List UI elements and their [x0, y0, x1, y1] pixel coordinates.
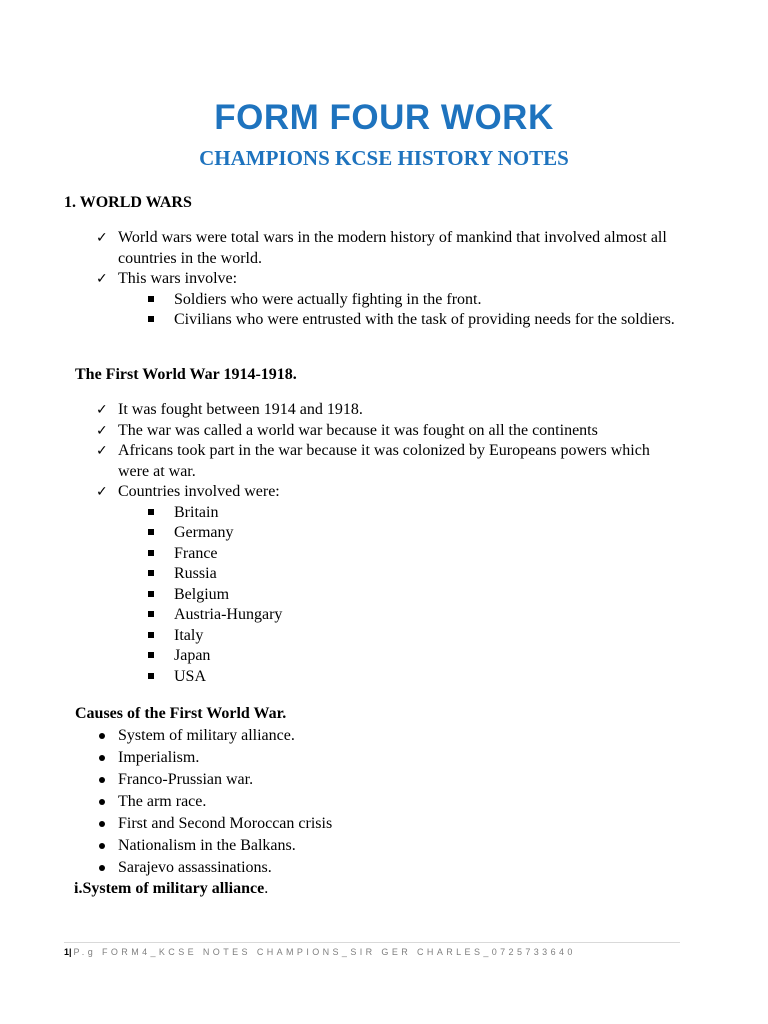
country-item — [144, 626, 676, 647]
checkmark-icon: ✓ — [96, 271, 108, 287]
square-bullet-icon — [148, 509, 154, 515]
cause-text: First and Second Moroccan crisis — [118, 815, 333, 832]
cause-text: Sarajevo assassinations. — [118, 859, 272, 876]
square-bullet-icon — [148, 529, 154, 535]
square-bullet-icon — [148, 611, 154, 617]
page-title: FORM FOUR WORK — [214, 98, 554, 137]
country-item — [144, 564, 676, 585]
cause-text: Franco-Prussian war. — [118, 771, 254, 788]
square-bullet-icon — [148, 591, 154, 597]
round-bullet-icon — [99, 777, 105, 783]
checkmark-icon: ✓ — [96, 230, 108, 246]
checkmark-icon: ✓ — [96, 484, 108, 500]
country-item — [144, 503, 676, 524]
cause-text: System of military alliance. — [118, 727, 295, 744]
country-item — [144, 523, 676, 544]
involve-sublist — [144, 290, 676, 331]
list-item — [96, 228, 676, 269]
round-bullet-icon — [99, 733, 105, 739]
round-bullet-icon — [99, 755, 105, 761]
footer-divider — [64, 942, 680, 943]
causes-list — [96, 725, 656, 879]
cause-text: Imperialism. — [118, 749, 200, 766]
country-name: Britain — [174, 503, 219, 521]
cause-item — [96, 747, 656, 769]
square-bullet-icon — [148, 652, 154, 658]
round-bullet-icon — [99, 821, 105, 827]
checkmark-icon: ✓ — [96, 422, 108, 439]
country-name: Germany — [174, 524, 234, 541]
cause-item — [96, 857, 656, 879]
cause-item — [96, 725, 656, 747]
list-item — [96, 269, 676, 331]
list-item-text: Africans took part in the war because it was colonized by Europeans powers which were at war. — [118, 442, 650, 480]
cause-item — [96, 813, 656, 835]
cause-item — [96, 791, 656, 813]
footer-separator: | — [69, 947, 74, 957]
list-item — [96, 400, 676, 421]
page-subtitle: CHAMPIONS KCSE HISTORY NOTES — [199, 146, 569, 170]
cause-text: Nationalism in the Balkans. — [118, 837, 296, 854]
country-item — [144, 667, 676, 688]
checkmark-icon: ✓ — [96, 402, 108, 418]
country-item — [144, 544, 676, 565]
sublist-item — [144, 310, 676, 331]
square-bullet-icon — [148, 570, 154, 576]
world-wars-list — [96, 228, 676, 331]
page-number: 1 — [64, 947, 70, 957]
list-item-text: This wars involve: — [118, 270, 238, 287]
list-item-text: Countries involved were: — [118, 483, 280, 500]
countries-list — [144, 503, 676, 688]
cause-item — [96, 835, 656, 857]
list-item-text: The war was called a world war because it was fought on all the continents — [118, 421, 598, 439]
subheading-period: . — [264, 880, 269, 897]
section-heading-world-wars: 1. WORLD WARS — [64, 194, 192, 211]
first-world-war-list — [96, 400, 676, 687]
sublist-item-text: Soldiers who were actually fighting in the front. — [174, 290, 482, 308]
section-heading-first-world-war: The First World War 1914-1918. — [75, 366, 297, 383]
country-item — [144, 585, 676, 606]
round-bullet-icon — [99, 865, 105, 871]
country-name: Japan — [174, 647, 211, 664]
square-bullet-icon — [148, 296, 154, 302]
square-bullet-icon — [148, 316, 154, 322]
country-name: Italy — [174, 626, 204, 644]
square-bullet-icon — [148, 550, 154, 556]
country-item — [144, 605, 676, 626]
square-bullet-icon — [148, 673, 154, 679]
cause-item — [96, 769, 656, 791]
country-name: Belgium — [174, 585, 230, 603]
subheading-system-of-military-alliance — [74, 880, 268, 898]
page-footer — [64, 947, 576, 957]
list-item-text: It was fought between 1914 and 1918. — [118, 401, 363, 418]
subheading-text: i.System of military alliance — [74, 880, 265, 897]
footer-text: P.g FORM4_KCSE NOTES CHAMPIONS_SIR GER CHARLES_0725733640 — [73, 947, 576, 957]
country-name: Austria-Hungary — [174, 606, 283, 623]
cause-text: The arm race. — [118, 793, 207, 810]
sublist-item — [144, 290, 676, 311]
list-item — [96, 421, 676, 442]
country-name: Russia — [174, 565, 217, 582]
country-name: France — [174, 544, 218, 562]
list-item — [96, 441, 676, 482]
list-item-text: World wars were total wars in the modern history of mankind that involved almost all countries in the world. — [118, 229, 667, 267]
country-item — [144, 646, 676, 667]
checkmark-icon: ✓ — [96, 443, 108, 459]
list-item — [96, 482, 676, 687]
country-name: USA — [174, 667, 207, 685]
round-bullet-icon — [99, 799, 105, 805]
square-bullet-icon — [148, 632, 154, 638]
sublist-item-text: Civilians who were entrusted with the task of providing needs for the soldiers. — [174, 311, 675, 328]
section-heading-causes: Causes of the First World War. — [75, 705, 287, 722]
round-bullet-icon — [99, 843, 105, 849]
